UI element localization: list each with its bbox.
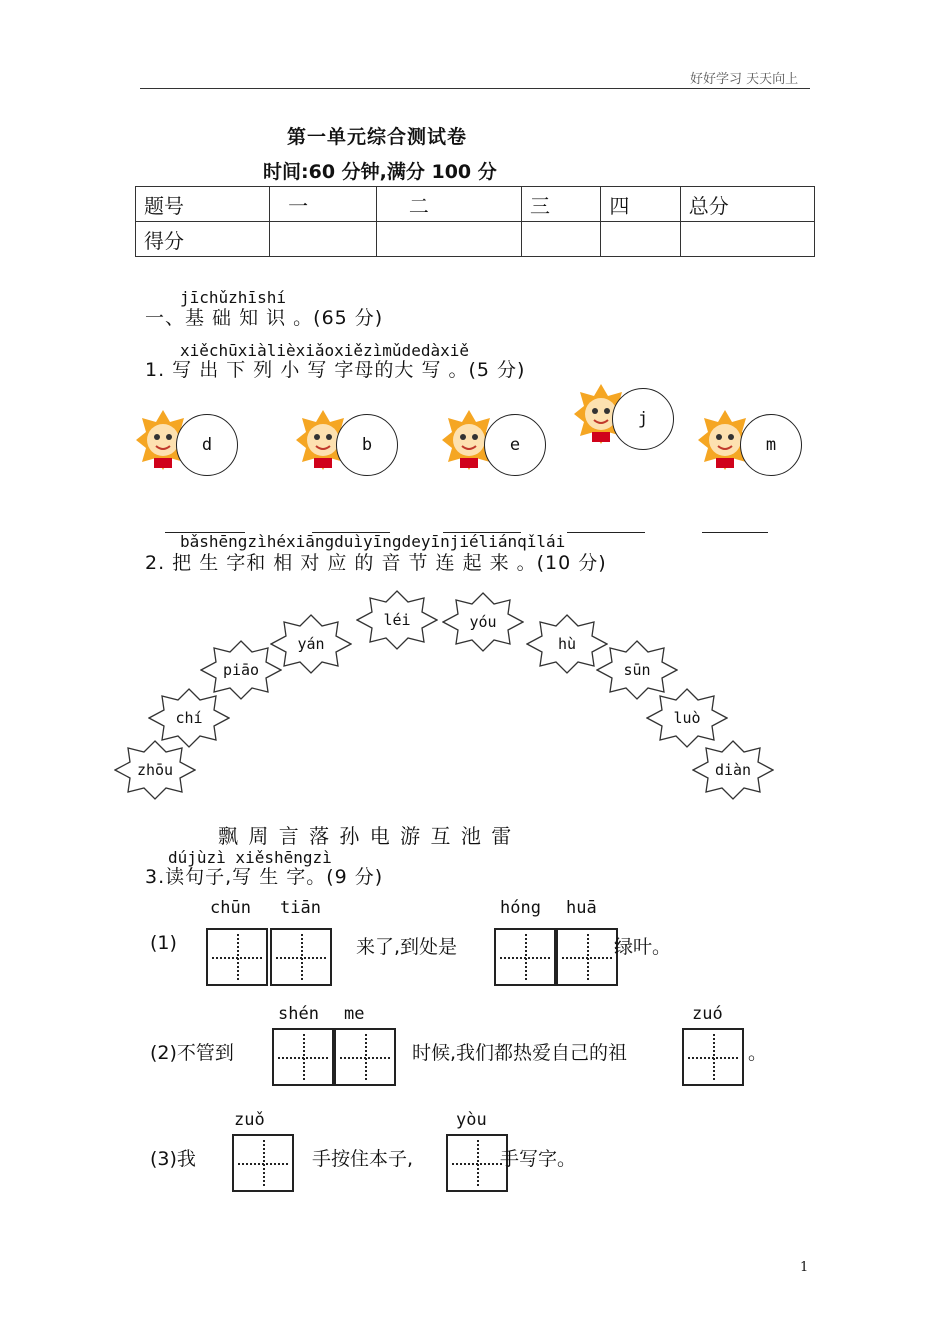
sentence-text: 来了,到处是: [356, 936, 458, 958]
syllable-card[interactable]: [692, 740, 774, 800]
syllable-card[interactable]: [646, 688, 728, 748]
q3-heading: 3.读句子,写 生 字。(9 分): [145, 866, 384, 888]
table-row: [136, 187, 815, 222]
table-cell[interactable]: [522, 222, 601, 257]
syllable-label: chí: [175, 709, 203, 727]
pinyin-hint: shén: [278, 1004, 319, 1024]
q2-pinyin: bǎshēngzìhéxiāngduìyīngdeyīnjiéliánqǐlái: [180, 532, 566, 551]
syllable-label: diàn: [714, 761, 752, 779]
answer-blank[interactable]: [702, 532, 768, 533]
sentence-number: (2)不管到: [150, 1042, 234, 1064]
letter-circle-d: d: [176, 414, 238, 476]
table-cell: 一: [270, 187, 377, 222]
syllable-label: yán: [297, 635, 325, 653]
page-title: 第一单元综合测试卷: [287, 126, 468, 148]
syllable-card[interactable]: [442, 592, 524, 652]
letter-circle-j: j: [612, 388, 674, 450]
sentence-number: (3)我: [150, 1148, 196, 1170]
pinyin-hint: huā: [566, 898, 597, 918]
q2-heading: 2. 把 生 字和 相 对 应 的 音 节 连 起 来 。(10 分): [145, 552, 607, 574]
table-cell[interactable]: [680, 222, 814, 257]
sentence-text: 。: [748, 1042, 768, 1064]
answer-blank[interactable]: [567, 532, 645, 533]
writing-grid-box[interactable]: [272, 1028, 334, 1086]
pinyin-hint: chūn: [210, 898, 251, 918]
syllable-label: zhōu: [136, 761, 174, 779]
letter-circle-e: e: [484, 414, 546, 476]
score-table: [135, 186, 815, 257]
pinyin-hint: hóng: [500, 898, 541, 918]
q1-heading: 1. 写 出 下 列 小 写 字母的大 写 。(5 分): [145, 359, 526, 381]
writing-grid-box[interactable]: [446, 1134, 508, 1192]
sentence-number: (1): [150, 932, 177, 954]
writing-grid-box[interactable]: [206, 928, 268, 986]
writing-grid-box[interactable]: [334, 1028, 396, 1086]
sentence-text: 绿叶。: [614, 936, 672, 958]
header-rule: [140, 88, 810, 89]
page-number: 1: [800, 1260, 809, 1275]
sentence-text: 手按住本子,: [312, 1148, 414, 1170]
writing-grid-box[interactable]: [494, 928, 556, 986]
pinyin-hint: tiān: [280, 898, 321, 918]
table-cell[interactable]: [601, 222, 680, 257]
sentence-text: 时候,我们都热爱自己的祖: [412, 1042, 628, 1064]
syllable-label: léi: [383, 611, 411, 629]
syllable-label: hù: [557, 635, 577, 653]
table-cell: 三: [522, 187, 601, 222]
table-cell[interactable]: [270, 222, 377, 257]
table-cell: 总分: [680, 187, 814, 222]
pinyin-hint: me: [344, 1004, 365, 1024]
pinyin-hint: zuó: [692, 1004, 723, 1024]
writing-grid-box[interactable]: [556, 928, 618, 986]
letter-circle-b: b: [336, 414, 398, 476]
table-cell: 二: [376, 187, 521, 222]
section1-heading: 一、基 础 知 识 。(65 分): [145, 307, 384, 329]
letter-circle-m: m: [740, 414, 802, 476]
syllable-card[interactable]: [114, 740, 196, 800]
syllable-label: piāo: [222, 661, 260, 679]
syllable-card[interactable]: [356, 590, 438, 650]
page-subtitle: 时间:60 分钟,满分 100 分: [263, 161, 497, 183]
table-cell: 题号: [136, 187, 270, 222]
syllable-label: sūn: [623, 661, 651, 679]
pinyin-hint: zuǒ: [234, 1110, 265, 1130]
page-header-text: 好好学习 天天向上: [690, 72, 799, 87]
table-cell: 得分: [136, 222, 270, 257]
section1-pinyin: jīchǔzhīshí: [180, 288, 286, 307]
sentence-text: 手写字。: [500, 1148, 577, 1170]
q3-pinyin: dújùzì xiěshēngzì: [168, 848, 332, 867]
pinyin-hint: yòu: [456, 1110, 487, 1130]
syllable-label: yóu: [469, 613, 497, 631]
q1-pinyin: xiěchūxiàlièxiǎoxiězìmǔdedàxiě: [180, 341, 469, 360]
table-cell[interactable]: [376, 222, 521, 257]
syllable-label: luò: [673, 709, 701, 727]
writing-grid-box[interactable]: [270, 928, 332, 986]
table-row: [136, 222, 815, 257]
writing-grid-box[interactable]: [682, 1028, 744, 1086]
writing-grid-box[interactable]: [232, 1134, 294, 1192]
syllable-card[interactable]: [270, 614, 352, 674]
table-cell: 四: [601, 187, 680, 222]
q2-characters: 飘 周 言 落 孙 电 游 互 池 雷: [218, 824, 514, 848]
